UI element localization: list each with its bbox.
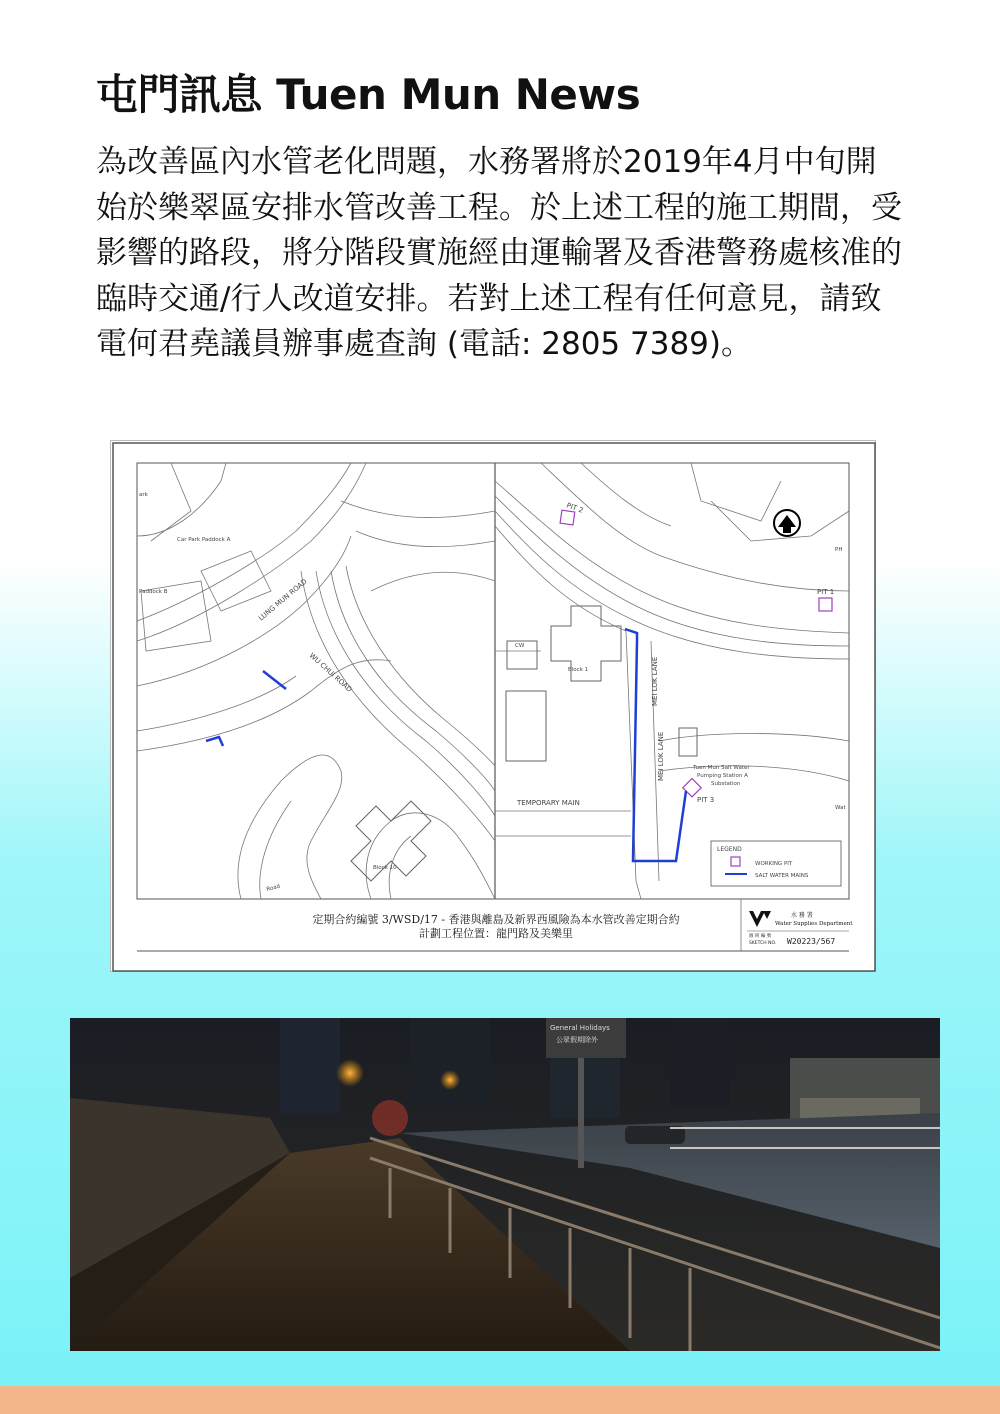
photo-sign-text-2: 公眾假期除外	[556, 1036, 598, 1044]
sketch-number: W20223/567	[787, 937, 836, 946]
label-road: Road	[265, 883, 281, 893]
label-temporary-main: TEMPORARY MAIN	[517, 799, 580, 807]
label-wat: Wat	[835, 805, 846, 811]
site-plan-map	[110, 440, 876, 972]
sketch-label-cn: 圖 則 編 號	[749, 934, 772, 939]
label-paddock-b: Paddock B	[139, 589, 168, 595]
legend-title: LEGEND	[717, 846, 742, 853]
legend-salt-water-mains: SALT WATER MAINS	[755, 873, 809, 879]
label-block-10: Block 10	[373, 865, 397, 871]
map-caption-location: 計劃工程位置：龍門路及美樂里	[419, 927, 573, 940]
wsd-name-en: Water Supplies Department	[775, 921, 853, 927]
road-label-mei-lok-1: MEI LOK LANE	[651, 656, 659, 706]
legend-working-pit: WORKING PIT	[755, 861, 793, 867]
wsd-name-cn: 水 務 署	[791, 912, 813, 919]
site-photo	[70, 1018, 940, 1351]
map-caption-contract: 定期合約編號 3/WSD/17 - 香港與離島及新界西風險為本水管改善定期合約	[312, 913, 680, 926]
label-ph: PH	[835, 547, 843, 553]
label-pit-1: PIT 1	[817, 588, 835, 596]
label-pit-2: PIT 2	[565, 501, 585, 515]
road-label-mei-lok-2: MEI LOK LANE	[657, 731, 665, 781]
road-label-lung-mun: LUNG MUN ROAD	[257, 577, 309, 623]
label-cw: CW	[515, 643, 525, 649]
road-label-wu-chui: WU CHUI ROAD	[307, 651, 354, 694]
label-pumping-2: Pumping Station A	[697, 773, 748, 779]
north-arrow-icon	[774, 510, 800, 536]
label-pit-3: PIT 3	[697, 796, 715, 804]
sketch-label-en: SKETCH NO.	[749, 941, 777, 946]
page-title: 屯門訊息 Tuen Mun News	[96, 70, 641, 119]
label-ark: ark	[139, 492, 148, 498]
label-pumping-1: Tuen Mun Salt Water	[693, 765, 750, 771]
footer-band	[0, 1386, 1000, 1414]
label-block-1: Block 1	[568, 667, 589, 673]
photo-sign-text-1: General Holidays	[550, 1024, 610, 1032]
label-car-park: Car Park Paddock A	[177, 537, 231, 543]
article-paragraph: 為改善區內水管老化問題，水務署將於2019年4月中旬開始於樂翠區安排水管改善工程。於上述工程的施工期間，受影響的路段，將分階段實施經由運輸署及香港警務處核准的臨時交通/行人改道安排。若對上述工程有任何意見，請致電何君堯議員辦事處查詢 (電話: 2805 7389)。	[96, 144, 902, 362]
label-pumping-3: Substation	[711, 781, 741, 787]
